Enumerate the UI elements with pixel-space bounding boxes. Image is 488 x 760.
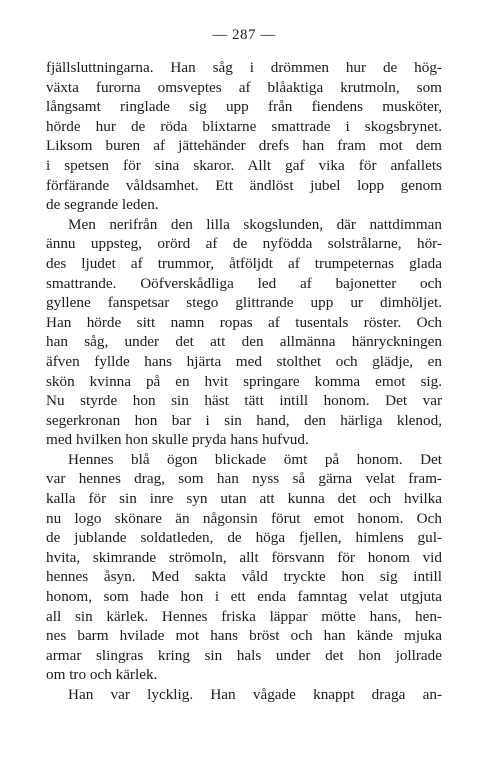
text-line: Nu styrde hon sin häst tätt intill honom. Det var <box>46 392 442 410</box>
text-line: hennes åsyn. Med sakta våld tryckte hon sig intill <box>46 568 442 586</box>
text-line: des ljudet af trummor, åtföljdt af trumpeternas glada <box>46 254 442 272</box>
text-line: växta furorna omsveptes af blåaktiga krutmoln, som <box>46 78 442 96</box>
text-line: Hennes blå ögon blickade ömt på honom. Det <box>68 450 442 468</box>
text-line: all sin kärlek. Hennes friska läppar mötte hans, hen- <box>46 607 442 625</box>
text-line: Men nerifrån den lilla skogslunden, där nattdimman <box>68 215 442 233</box>
paragraph <box>46 215 442 450</box>
body-text <box>46 58 442 705</box>
text-line: om tro och kärlek. <box>46 666 158 684</box>
text-line: han såg, under det att den allmänna hänryckningen <box>46 333 442 351</box>
text-line: de segrande leden. <box>46 196 159 214</box>
text-line: nes barm hvilade mot hans bröst och han kände mjuka <box>46 627 442 645</box>
text-line: hvita, skimrande strömoln, allt försvann för honom vid <box>46 548 442 566</box>
text-line: fjällsluttningarna. Han såg i drömmen hur de hög- <box>46 59 442 76</box>
text-line: Han hörde sitt namn ropas af tusentals röster. Och <box>46 313 442 331</box>
text-line: med hvilken hon skulle pryda hans hufvud. <box>46 431 309 449</box>
page-number: — 287 — <box>212 27 276 43</box>
text-line: skön kvinna på en hvit springare komma emot sig. <box>46 372 442 390</box>
text-line: honom, som hade hon i ett enda famntag velat utgjuta <box>46 588 442 606</box>
text-line: långsamt ringlade sig upp från fiendens musköter, <box>46 98 442 116</box>
paragraph <box>46 685 442 705</box>
text-line: i spetsen för sina skaror. Allt gaf vika för anfallets <box>46 156 442 174</box>
text-line: gyllene fanspetsar stego glittrande upp ur dimhöljet. <box>46 294 442 312</box>
text-line: smattrande. Oöfverskådliga led af bajonetter och <box>46 274 442 292</box>
text-line: Han var lycklig. Han vågade knappt draga an- <box>68 686 442 703</box>
text-line: de jublande soldatleden, de höga fjellen, himlens gul- <box>46 529 442 547</box>
text-line: segerkronan hon bar i sin hand, den härliga klenod, <box>46 411 442 429</box>
paragraph <box>46 450 442 685</box>
paragraph <box>46 58 442 215</box>
text-line: Liksom buren af jättehänder drefs han fram mot dem <box>46 137 442 155</box>
text-line: kalla för sin inre syn utan att kunna det och hvilka <box>46 490 442 508</box>
text-line: förfärande våldsamhet. Ett ändlöst jubel lopp genom <box>46 176 442 194</box>
text-line: var hennes drag, som han nyss så gärna velat fram- <box>46 470 442 488</box>
text-line: nu logo skönare än någonsin förut emot honom. Och <box>46 509 442 527</box>
text-line: äfven fyllde hans hjärta med stolthet och glädje, en <box>46 352 442 370</box>
text-line: ännu uppsteg, orörd af de nyfödda solstrålarne, hör- <box>46 235 442 253</box>
text-line: armar slingras kring sin hals under det hon jollrade <box>46 646 442 664</box>
text-line: hörde hur de röda blixtarne smattrade i skogsbrynet. <box>46 117 442 135</box>
